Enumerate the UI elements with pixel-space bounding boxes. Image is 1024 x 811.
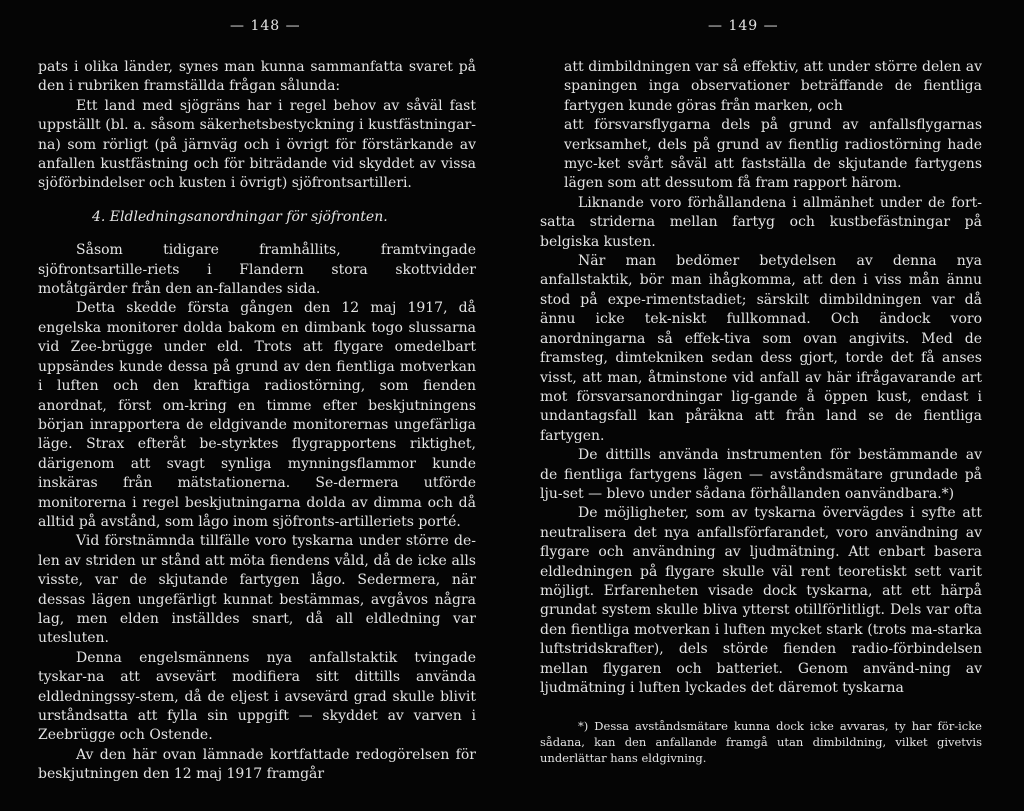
paragraph: Såsom tidigare framhållits, framtvingade sjöfrontsartille-riets i Flandern stora skottvidder motåtgärder från den an-fallandes sida.: [38, 242, 476, 298]
paragraph: Detta skedde första gången den 12 maj 1917, då engelska monitorer dolda bakom en dimbank togo slussarna vid Zee-brügge under eld. Trots att flygare omedelbart uppsändes kunde dessa på grund av den fientliga motverkan i luften och den kraftiga radiostörning, som fienden anordnat, först om-kring en timme efter beskjutningens början inrapportera de eldgivande monitorernas ungefärliga läge. Strax efteråt be-styrktes flygrapportens riktighet, därigenom att svagt synliga mynningsflammor kunde inskäras från mätstationerna. Se-dermera utförde monitorerna i regel beskjutningarna dolda av dimma och då alltid på avstånd, som lågo inom sjöfronts-artilleriets porté.: [38, 300, 476, 530]
paragraph: Liknande voro förhållandena i allmänhet under de fort-satta striderna mellan fartyg och kustbefästningar på belgiska kusten.: [540, 194, 982, 250]
footnote: [540, 718, 982, 766]
paragraph: Denna engelsmännens nya anfallstaktik tvingade tyskar-na att avsevärt modifiera sitt dittills använda eldledningssy-stem, då de eljest i avsevärd grad skulle blivit urståndsatta att fylla sin uppgift — skyddet av varven i Zeebrügge och Ostende.: [38, 649, 476, 744]
page-number-left: — 148 —: [230, 18, 301, 34]
right-page: [512, 0, 1024, 811]
right-page-body: [540, 58, 982, 698]
paragraph: Vid förstnämnda tillfälle voro tyskarna under större de-len av striden ur stånd att möta fiendens våld, då de icke alls visste, var de skjutande fartygen lågo. Sedermera, när dessas lägen ungefärligt kunnat bestämmas, avgåvos några lag, men elden inställdes snart, då all eldledning var utesluten.: [38, 533, 476, 647]
paragraph: att försvarsflygarna dels på grund av anfallsflygarnas verksamhet, dels på grund av fientlig radiostörning hade myc-ket svårt såväl att fastställa de skjutande fartygens lägen som att dessutom få fram rapport härom.: [564, 117, 982, 192]
paragraph: att dimbildningen var så effektiv, att under större delen av spaningen inga observationer beträffande de fientliga fartygen kunde göras från marken, och: [564, 59, 982, 114]
paragraph: De dittills använda instrumenten för bestämmande av de fientliga fartygens lägen — avståndsmätare grundade på lju-set — blevo under sådana förhållanden oanvändbara.*): [540, 447, 982, 502]
paragraph: pats i olika länder, synes man kunna sammanfatta svaret på den i rubriken framställda frågan sålunda:: [38, 59, 476, 95]
footnote-text: *) Dessa avståndsmätare kunna dock icke avvaras, ty har för-icke sådana, kan den anfallande framgå utan dimbildning, vilket givetvis underlättar hans eldgivning.: [540, 719, 982, 765]
page-number-right: — 149 —: [708, 18, 779, 34]
section-heading: 4. Eldledningsanordningar för sjöfronten.: [92, 208, 388, 225]
paragraph: När man bedömer betydelsen av denna nya anfallstaktik, bör man ihågkomma, att den i viss mån ännu stod på expe-rimentstadiet; särskilt dimbildningen var då ännu icke tek-niskt fullkomnad. Och ändock voro anordningarna så effek-tiva som ovan angivits. Med de framsteg, dimtekniken sedan dess gjort, torde det få anses visst, att man, åtminstone vid anfall av här ifrågavarande art mot försvarsanordningar lig-gande å öppen kust, endast i undantagsfall kan påräkna att från land se de fientliga fartygen.: [540, 253, 982, 444]
left-page-body: [38, 58, 476, 785]
paragraph: Ett land med sjögräns har i regel behov av såväl fast uppställt (bl. a. såsom säkerhetsbestyckning i kustfästningar-na) som rörligt (på järnväg och i övrigt för förstärkande av anfallen kustfästning och för biträdande vid skyddet av vissa sjöförbindelser och kusten i övrigt) sjöfrontsartilleri.: [38, 97, 476, 192]
paragraph: Av den här ovan lämnade kortfattade redogörelsen för beskjutningen den 12 maj 1917 framgår: [38, 746, 476, 783]
paragraph: De möjligheter, som av tyskarna övervägdes i syfte att neutralisera det nya anfallsförfarandet, voro användning av flygare och användning av ljudmätning. Att enbart basera eldledningen på flygare skulle väl rent teoretiskt sett varit möjligt. Erfarenheten visade dock tyskarna, att ett härpå grundat system skulle bliva ytterst otillförlitligt. Dels var ofta den fientliga motverkan i luften mycket stark (trots ma-starka luftstridskrafter), dels störde fienden radio-förbindelsen mellan flygaren och batteriet. Genom använd-ning av ljudmätning i luften lyckades det däremot tyskarna: [540, 505, 982, 696]
